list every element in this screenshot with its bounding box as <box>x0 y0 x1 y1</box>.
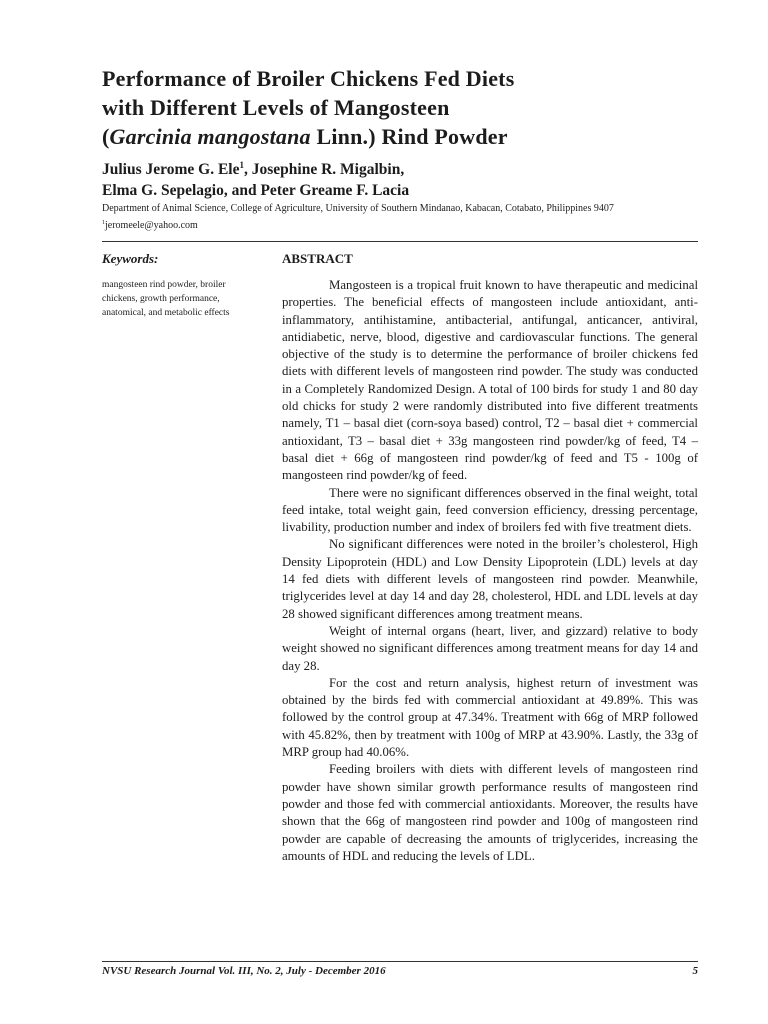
abstract-paragraph: No significant differences were noted in the broiler’s cholesterol, High Density Lipoprotein (HDL) and Low Density Lipoprotein (LDL) levels at day 14 fed diets with different levels of mangosteen rind powder. Meanwhile, triglycerides level at day 14 and day 28, cholesterol, HDL and LDL levels at day 28 showed significant differences among treatment means. <box>282 537 698 621</box>
header-divider <box>102 241 698 242</box>
keywords-line-3: anatomical, and metabolic effects <box>102 308 230 318</box>
email-address: jeromeele@yahoo.com <box>105 220 198 231</box>
title-scientific-name: Garcinia mangostana <box>109 124 311 149</box>
abstract-paragraph: Weight of internal organs (heart, liver, and gizzard) relative to body weight showed no significant differences among treatment means for day 14 and day 28. <box>282 623 698 673</box>
authors-line-1 <box>102 155 702 180</box>
abstract-paragraph: For the cost and return analysis, highest return of investment was obtained by the birds fed with commercial antioxidant at 49.89%. This was followed by the control group at 47.34%. Treatment with 66g of MRP followed with 45.82%, then by treatment with 100g of MRP at 43.90%. Lastly, the 33g of MRP group had 40.06%. <box>282 675 698 760</box>
title-open-paren: ( <box>102 124 110 149</box>
title-line-3 <box>102 122 702 151</box>
keywords-line-2: chickens, growth performance, <box>102 294 220 304</box>
title-line-3-rest: Linn.) Rind Powder <box>310 124 508 149</box>
affiliation <box>102 202 702 233</box>
abstract-body <box>282 277 698 865</box>
keywords-label: Keywords: <box>102 251 159 266</box>
page-number: 5 <box>692 965 698 977</box>
title-line-1: Performance of Broiler Chickens Fed Diets <box>102 66 515 91</box>
article-title <box>102 64 702 151</box>
abstract-paragraph: There were no significant differences observed in the final weight, total feed intake, total weight gain, feed conversion efficiency, dressing percentage, livability, production number and index of broilers fed with five treatment diets. <box>282 485 698 535</box>
affiliation-email <box>102 216 702 233</box>
abstract-paragraph: Mangosteen is a tropical fruit known to have therapeutic and medicinal properties. The beneficial effects of mangosteen include antioxidant, anti-inflammatory, antihistamine, antibacterial, antifungal, anticancer, antiviral, antidiabetic, nerve, blood, digestive and cardiovascular functions. The general objective of the study is to determine the performance of broiler chickens fed diets with different levels of mangosteen rind powder. The study was conducted in a Completely Randomized Design. A total of 100 birds for study 1 and 80 day old chicks for study 2 were randomly distributed into five different treatments namely, T1 – basal diet (corn-soya based) control, T2 – basal diet + commercial antioxidant, T3 – basal diet + 33g mangosteen rind powder/kg of feed, T4 – basal diet + 66g of mangosteen rind powder/kg of feed and T5 - 100g of mangosteen rind powder/kg of feed. <box>282 278 698 483</box>
authors-line-2: Elma G. Sepelagio, and Peter Greame F. Lacia <box>102 182 410 199</box>
keywords-line-1: mangosteen rind powder, broiler <box>102 280 226 290</box>
author-list <box>102 155 702 201</box>
author-first: Julius Jerome G. Ele <box>102 161 240 178</box>
email-superscript: 1 <box>102 220 105 226</box>
authors-line-1-rest: , Josephine R. Migalbin, <box>244 161 405 178</box>
journal-citation: NVSU Research Journal Vol. III, No. 2, July - December 2016 <box>102 965 386 977</box>
title-line-2: with Different Levels of Mangosteen <box>102 95 450 120</box>
affiliation-department: Department of Animal Science, College of Agriculture, University of Southern Mindanao, Kabacan, Cotabato, Philippines 9407 <box>102 203 614 214</box>
abstract-paragraph: Feeding broilers with diets with different levels of mangosteen rind powder have shown similar growth performance results of mangosteen rind powder and those fed with commercial antioxidants. Moreover, the results have shown that the 66g of mangosteen rind powder and 100g of mangosteen rind powder are capable of decreasing the amounts of triglycerides, increasing the amounts of HDL and reducing the levels of LDL. <box>282 762 698 863</box>
footer-divider <box>102 961 698 962</box>
keywords-list <box>102 278 262 320</box>
author-superscript: 1 <box>239 160 244 170</box>
abstract-heading: ABSTRACT <box>282 251 353 266</box>
